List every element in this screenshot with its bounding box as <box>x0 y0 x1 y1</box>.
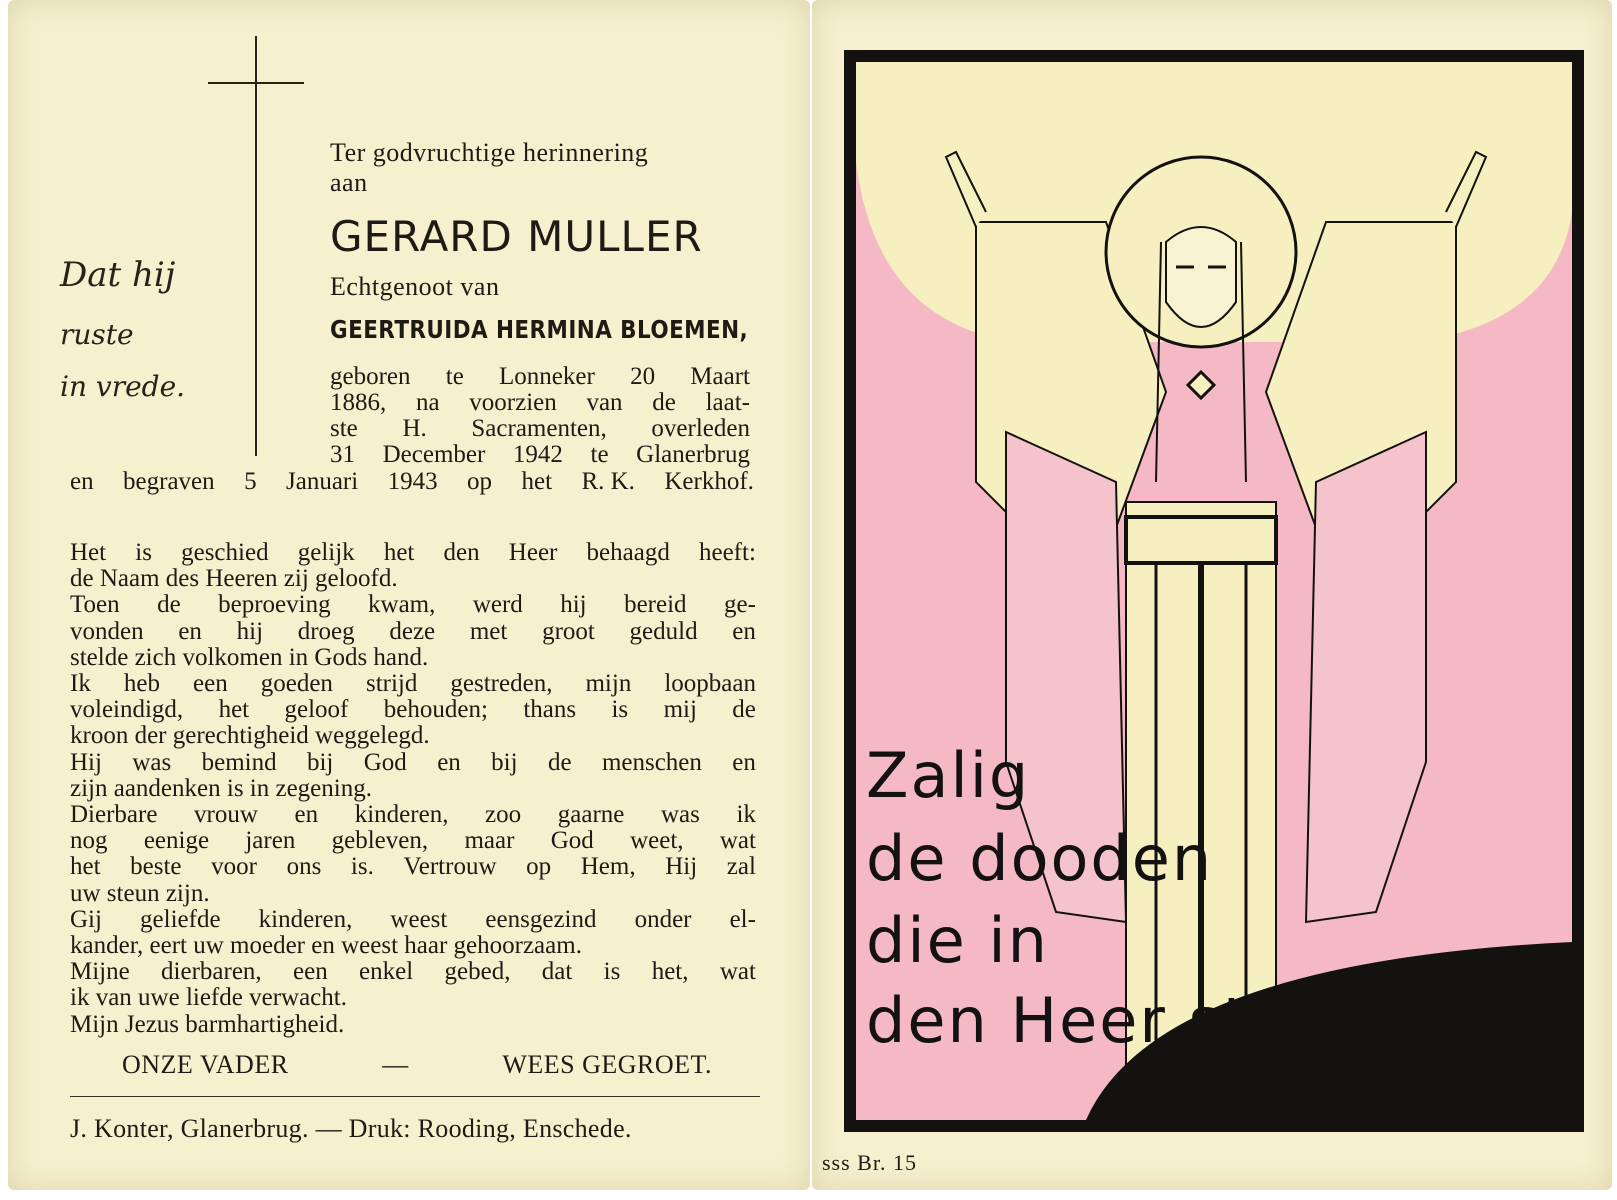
bio-line: geboren te Lonneker 20 Maart <box>330 363 750 390</box>
artist-signature: CvH <box>1490 1098 1526 1117</box>
word: Hij <box>665 853 698 881</box>
intro-line-2: aan <box>330 168 368 197</box>
word: was <box>132 748 172 776</box>
word: Hem, <box>580 853 636 881</box>
word: Mijne <box>70 958 130 986</box>
bio-word: begraven <box>123 468 215 495</box>
memorial-text <box>70 540 756 1038</box>
word: Het <box>70 539 107 566</box>
prayers-line <box>122 1050 712 1080</box>
bio-word: en <box>70 468 94 495</box>
bio-word: Kerkhof. <box>664 468 754 495</box>
word: zal <box>726 853 756 881</box>
word: wat <box>719 958 756 986</box>
word: geliefde <box>140 905 221 933</box>
memorial-text-line <box>70 750 756 776</box>
spouse-label: Echtgenoot van <box>330 272 500 301</box>
word: is <box>135 539 152 566</box>
word: met <box>469 617 508 645</box>
word: Hij <box>70 748 102 776</box>
word: gebleven, <box>331 827 429 855</box>
word: maar <box>464 827 515 855</box>
word: geschied <box>181 539 269 566</box>
word: en <box>437 748 461 776</box>
bio-word: Januari <box>286 468 359 495</box>
bio-line: ste H. Sacramenten, overleden <box>330 415 750 442</box>
word: het, <box>651 958 689 986</box>
word: kinderen, <box>258 905 353 933</box>
cross-vertical-bar <box>255 36 257 456</box>
memorial-text-line <box>70 907 756 933</box>
word: het <box>383 539 415 566</box>
prayer-our-father: ONZE VADER <box>122 1050 289 1079</box>
word: heb <box>123 670 160 698</box>
word: beste <box>130 853 182 881</box>
deceased-name: GERARD MULLER <box>330 212 703 261</box>
script-line-1: Dat hij <box>60 255 176 295</box>
word: beproeving <box>218 591 331 619</box>
word: ge- <box>723 591 756 619</box>
memorial-text-line: Mijn Jezus barmhartigheid. <box>70 1010 345 1038</box>
word: bij <box>491 748 518 776</box>
word: onder <box>634 905 692 933</box>
word: enkel <box>359 958 414 986</box>
word: bereid <box>624 591 687 619</box>
word: een <box>293 958 328 986</box>
memorial-text-line: stelde zich volkomen in Gods hand. <box>70 643 429 671</box>
bio-word: op <box>467 468 493 495</box>
bio-line: 1886, na voorzien van de laat- <box>330 389 750 416</box>
word: strijd <box>365 670 418 698</box>
word: Toen <box>70 591 120 619</box>
memorial-text-line <box>70 619 756 645</box>
motto-line-4: den Heer sterven ! <box>866 984 1486 1057</box>
memorial-text-line <box>70 540 756 566</box>
robe-belt <box>1126 517 1276 563</box>
script-line-2: ruste <box>60 318 134 351</box>
word: jaren <box>245 827 296 855</box>
word: een <box>193 670 228 698</box>
biography <box>330 364 750 468</box>
word: gaarne <box>557 801 625 829</box>
memorial-text-line <box>70 959 756 985</box>
spouse-name: GEERTRUIDA HERMINA BLOEMEN, <box>330 315 749 344</box>
printer-line: J. Konter, Glanerbrug. — Druk: Rooding, Enschede. <box>70 1114 632 1143</box>
bio-word: het <box>521 468 553 495</box>
word: is <box>603 958 621 986</box>
memorial-text-line: uw steun zijn. <box>70 879 210 907</box>
word: geduld <box>629 617 698 645</box>
bio-last-line <box>70 468 754 496</box>
word: dierbaren, <box>161 958 262 986</box>
word: loopbaan <box>664 670 756 698</box>
word: mij <box>663 696 697 724</box>
word: weest <box>390 905 448 933</box>
word: bemind <box>201 748 277 776</box>
word: gestreden, <box>450 670 553 698</box>
word: de <box>547 748 572 776</box>
bio-word: 5 <box>244 468 257 495</box>
word: het <box>218 696 250 724</box>
word: geloof <box>284 696 349 724</box>
word: goeden <box>260 670 333 698</box>
prayer-hail-mary: WEES GEGROET. <box>502 1050 712 1079</box>
word: God <box>550 827 594 855</box>
memorial-text-line <box>70 854 756 880</box>
word: ons <box>286 853 322 881</box>
word: is <box>611 696 629 724</box>
word: Dierbare <box>70 801 158 829</box>
word: behaagd <box>586 539 670 566</box>
prayer-dash: — <box>382 1050 409 1079</box>
word: behouden; <box>383 696 488 724</box>
script-line-3: in vrede. <box>60 370 186 403</box>
motto-line-2: de dooden <box>866 822 1214 895</box>
word: den <box>443 539 480 566</box>
intro-line-1: Ter godvruchtige herinnering <box>330 138 649 167</box>
word: zoo <box>485 801 522 829</box>
memorial-text-line: kroon der gerechtigheid weggelegd. <box>70 722 430 750</box>
word: eenige <box>143 827 210 855</box>
word: kwam, <box>368 591 436 619</box>
bio-word: R. K. <box>581 468 635 495</box>
word: kinderen, <box>354 801 449 829</box>
memorial-text-line <box>70 671 756 697</box>
word: dat <box>541 958 573 986</box>
right-drape <box>1306 432 1426 922</box>
word: gelijk <box>297 539 355 566</box>
word: gebed, <box>444 958 511 986</box>
word: nog <box>70 827 108 855</box>
word: eensgezind <box>485 905 597 933</box>
word: en <box>732 748 756 776</box>
word: hij <box>236 617 264 645</box>
word: Ik <box>70 670 91 698</box>
word: menschen <box>601 748 702 776</box>
word: vrouw <box>194 801 258 829</box>
word: de <box>732 696 756 724</box>
word: de <box>157 591 181 619</box>
publisher-code: sss Br. 15 <box>822 1150 917 1175</box>
memorial-text-line: kander, eert uw moeder en weest haar gehoorzaam. <box>70 932 582 960</box>
word: vonden <box>70 617 144 645</box>
word: en <box>178 617 202 645</box>
memorial-text-line <box>70 697 756 723</box>
bio-line: 31 December 1942 te Glanerbrug <box>330 441 750 468</box>
word: Gij <box>70 905 102 933</box>
memorial-text-line: de Naam des Heeren zij geloofd. <box>70 565 398 593</box>
word: mijn <box>585 670 632 698</box>
face <box>1166 227 1236 327</box>
word: is. <box>350 853 374 881</box>
memorial-text-line: zijn aandenken is in zegening. <box>70 774 372 802</box>
word: groot <box>542 617 595 645</box>
word: God <box>363 748 407 776</box>
word: heeft: <box>698 539 756 566</box>
word: en <box>294 801 319 829</box>
word: op <box>526 853 552 881</box>
word: deze <box>389 617 436 645</box>
memorial-text-line <box>70 802 756 828</box>
word: voor <box>211 853 257 881</box>
word: droeg <box>297 617 355 645</box>
word: ik <box>736 801 756 829</box>
word: Heer <box>508 539 558 566</box>
word: werd <box>472 591 523 619</box>
word: het <box>70 853 101 881</box>
word: el- <box>729 905 756 933</box>
motto-line-3: die in <box>866 904 1049 977</box>
word: thans <box>523 696 577 724</box>
word: voleindigd, <box>70 696 184 724</box>
memorial-text-line: ik van uwe liefde verwacht. <box>70 984 347 1012</box>
word: en <box>732 617 756 645</box>
memorial-text-line <box>70 828 756 854</box>
word: Vertrouw <box>403 853 497 881</box>
cross-horizontal-bar <box>208 82 304 84</box>
word: weet, <box>630 827 684 855</box>
divider <box>70 1096 760 1097</box>
scripture-reference: openb. 14:13. <box>1376 1057 1516 1081</box>
word: wat <box>719 827 756 855</box>
chest-emblem <box>1188 372 1214 398</box>
word: bij <box>306 748 334 776</box>
memorial-text-line <box>70 592 756 618</box>
word: hij <box>560 591 587 619</box>
word: was <box>660 801 700 829</box>
motto-line-1: Zalig <box>866 739 1031 812</box>
bio-word: 1943 <box>387 468 438 495</box>
